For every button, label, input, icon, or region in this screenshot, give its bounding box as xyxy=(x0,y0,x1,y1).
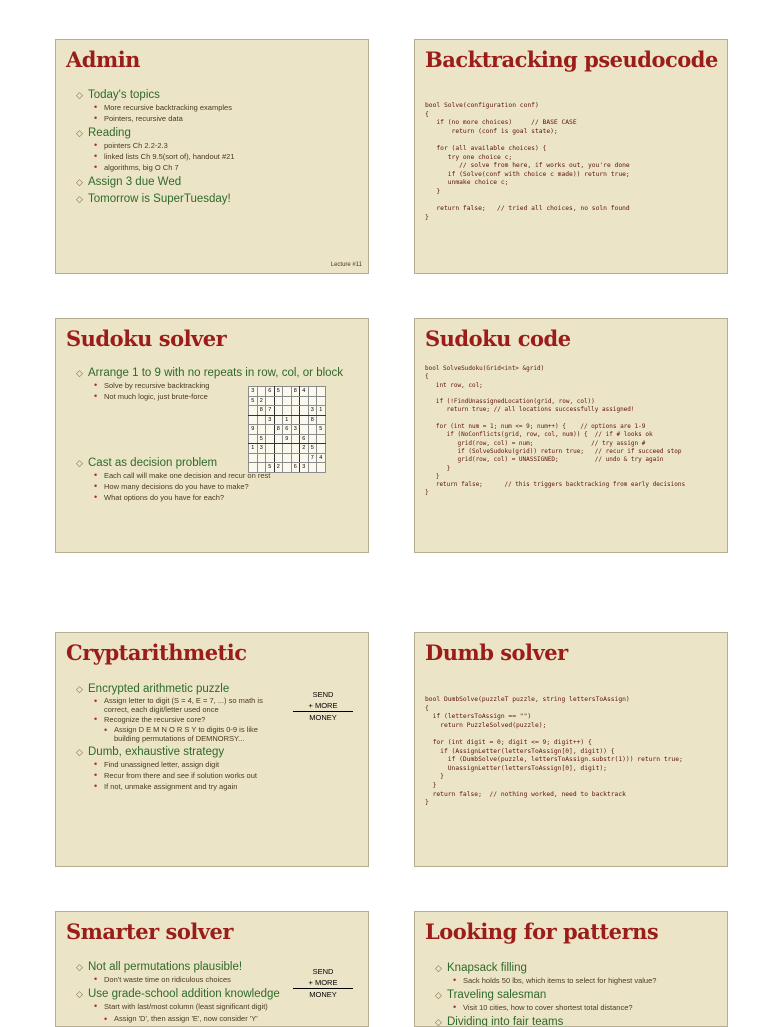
sub-bullet: • If not, unmake assignment and try again xyxy=(88,781,284,792)
bullet-text: Assign 3 due Wed xyxy=(88,176,182,188)
bullet-item xyxy=(76,987,284,1024)
sudoku-cell xyxy=(291,444,300,454)
bullet-item xyxy=(76,960,284,985)
sudoku-cell: 2 xyxy=(257,396,266,406)
sudoku-cell xyxy=(300,425,309,435)
sudoku-cell: 3 xyxy=(291,425,300,435)
slide-title: Smarter solver xyxy=(66,919,233,944)
sudoku-cell xyxy=(317,434,326,444)
sudoku-cell xyxy=(317,444,326,454)
bullet-text: Encrypted arithmetic puzzle xyxy=(88,683,230,695)
sudoku-cell xyxy=(300,406,309,416)
sum-addend-1: SEND xyxy=(312,690,334,699)
slide-dumb-solver xyxy=(414,632,728,867)
sudoku-cell: 5 xyxy=(317,425,326,435)
sub-sub-bullet: • Assign 'D', then assign 'E', now consider 'Y' xyxy=(88,1014,284,1024)
sum-addend-1: SEND xyxy=(312,967,334,976)
slide-title: Sudoku solver xyxy=(66,326,227,351)
sub-bullet: • Find unassigned letter, assign digit xyxy=(88,759,284,770)
slide-backtracking xyxy=(414,39,728,274)
slide-title: Admin xyxy=(66,47,140,72)
bullet-item xyxy=(76,192,360,206)
sudoku-cell: 4 xyxy=(300,387,309,397)
sub-bullet: • Visit 10 cities, how to cover shortest total distance? xyxy=(447,1002,719,1013)
bullet-text: Tomorrow is SuperTuesday! xyxy=(88,193,231,205)
sudoku-cell xyxy=(266,434,275,444)
sudoku-cell xyxy=(308,434,317,444)
bullet-item xyxy=(435,988,719,1013)
bullet-text: Reading xyxy=(88,127,131,139)
sudoku-cell: 5 xyxy=(257,434,266,444)
sudoku-cell: 3 xyxy=(257,444,266,454)
slide-smarter-solver xyxy=(55,911,369,1027)
sum-result: MONEY xyxy=(309,990,337,999)
bullet-item xyxy=(435,1015,719,1027)
sudoku-cell xyxy=(274,415,283,425)
bullet-text: Cast as decision problem xyxy=(88,457,218,469)
sudoku-row xyxy=(249,387,326,397)
bullet-list xyxy=(435,961,719,1027)
bullet-item xyxy=(76,682,284,743)
bullet-item xyxy=(76,88,360,124)
sub-bullet: • More recursive backtracking examples xyxy=(88,102,360,113)
bullet-item xyxy=(76,175,360,189)
sudoku-cell xyxy=(283,444,292,454)
slide-title: Looking for patterns xyxy=(425,919,659,944)
sudoku-cell xyxy=(274,406,283,416)
sudoku-cell: 3 xyxy=(308,406,317,416)
bullet-text: Dividing into fair teams xyxy=(447,1016,564,1027)
slide-sudoku-code xyxy=(414,318,728,553)
sudoku-cell: 5 xyxy=(308,444,317,454)
sudoku-cell: 6 xyxy=(291,463,300,473)
sudoku-cell xyxy=(249,415,258,425)
sudoku-row xyxy=(249,425,326,435)
sub-bullet xyxy=(88,714,284,743)
slide-title: Cryptarithmetic xyxy=(66,640,247,665)
sudoku-cell xyxy=(266,425,275,435)
sub-bullet: • Not much logic, just brute-force xyxy=(88,391,360,402)
sudoku-cell xyxy=(283,406,292,416)
sudoku-row xyxy=(249,396,326,406)
sudoku-cell xyxy=(274,396,283,406)
sub-bullet: • Sack holds 50 lbs, which items to select for highest value? xyxy=(447,975,719,986)
sub-bullet: • What options do you have for each? xyxy=(88,492,360,503)
sudoku-cell: 3 xyxy=(249,387,258,397)
bullet-text: Knapsack filling xyxy=(447,962,527,974)
sub-bullet: • Start with last/most column (least significant digit) xyxy=(88,1001,284,1012)
slide-looking-for-patterns xyxy=(414,911,728,1027)
sudoku-cell xyxy=(283,387,292,397)
sub-bullet: • Recur from there and see if solution works out xyxy=(88,770,284,781)
sudoku-row xyxy=(249,434,326,444)
slide-title: Sudoku code xyxy=(425,326,571,351)
sudoku-cell: 3 xyxy=(266,415,275,425)
sudoku-cell: 2 xyxy=(274,463,283,473)
sudoku-cell xyxy=(257,387,266,397)
sudoku-cell: 2 xyxy=(300,444,309,454)
sudoku-cell xyxy=(308,387,317,397)
sudoku-cell: 6 xyxy=(283,425,292,435)
sudoku-cell: 8 xyxy=(257,406,266,416)
bullet-list xyxy=(76,682,284,794)
bullet-text: Not all permutations plausible! xyxy=(88,961,243,973)
sudoku-cell xyxy=(266,396,275,406)
sum-addend-2: + MORE xyxy=(308,701,338,710)
bullet-list xyxy=(76,88,360,206)
sudoku-cell xyxy=(283,396,292,406)
sudoku-cell: 7 xyxy=(308,453,317,463)
sudoku-row xyxy=(249,444,326,454)
sub-bullet: • Assign letter to digit (S = 4, E = 7, ...) so math is correct, each digit/letter used once xyxy=(88,696,284,714)
sub-bullet-text: Recognize the recursive core? xyxy=(104,715,206,724)
sudoku-cell: 5 xyxy=(266,463,275,473)
sudoku-cell xyxy=(274,434,283,444)
sudoku-cell xyxy=(249,406,258,416)
sudoku-cell xyxy=(308,396,317,406)
sudoku-cell xyxy=(300,396,309,406)
sudoku-cell: 1 xyxy=(317,406,326,416)
sudoku-cell: 4 xyxy=(317,453,326,463)
sudoku-cell xyxy=(291,415,300,425)
sudoku-cell xyxy=(257,415,266,425)
sudoku-cell: 1 xyxy=(249,444,258,454)
slide-cryptarithmetic xyxy=(55,632,369,867)
bullet-item xyxy=(76,745,284,792)
sub-bullet: • linked lists Ch 9.5(sort of), handout #21 xyxy=(88,151,360,162)
sudoku-cell: 6 xyxy=(266,387,275,397)
sudoku-cell: 5 xyxy=(249,396,258,406)
sudoku-cell xyxy=(291,406,300,416)
slide-sudoku-solver xyxy=(55,318,369,553)
sudoku-cell xyxy=(317,387,326,397)
bullet-text: Dumb, exhaustive strategy xyxy=(88,746,225,758)
sudoku-cell: 6 xyxy=(300,434,309,444)
bullet-item xyxy=(76,456,360,503)
bullet-list xyxy=(76,456,360,505)
sudoku-cell: 8 xyxy=(291,387,300,397)
sudoku-cell xyxy=(249,434,258,444)
bullet-item xyxy=(435,961,719,986)
sudoku-cell: 3 xyxy=(300,463,309,473)
sudoku-cell xyxy=(291,434,300,444)
code-block: bool SolveSudoku(Grid<int> &grid) { int row, col; if (!FindUnassignedLocation(grid, row, col)) return true; // all locations successfully assigned! for (int num = 1; num <= 9; num++) { // options are 1-9 if (NoConflicts(grid, row, col, num)) { // if # looks ok grid(row, col) = num; // try assign # if (SolveSudoku(grid)) return true; // recur if succeed stop grid(row, col) = UNASSIGNED; // undo & try again } } return false; // this triggers backtracking from early decisions } xyxy=(425,365,686,497)
sudoku-cell xyxy=(257,425,266,435)
bullet-item xyxy=(76,126,360,173)
sub-bullet: • pointers Ch 2.2-2.3 xyxy=(88,140,360,151)
sudoku-row xyxy=(249,406,326,416)
sudoku-cell xyxy=(266,444,275,454)
sudoku-cell: 9 xyxy=(283,434,292,444)
sudoku-cell: 8 xyxy=(274,425,283,435)
bullet-text: Use grade-school addition knowledge xyxy=(88,988,280,1000)
code-block: bool Solve(configuration conf) { if (no more choices) // BASE CASE return (conf is goal state); for (all available choices) { try one choice c; // solve from here, if works out, you're done if (Solve(conf with choice c made)) return true; unmake choice c; } return false; // tried all choices, no soln found } xyxy=(425,102,630,221)
slide-title: Dumb solver xyxy=(425,640,568,665)
code-block: bool DumbSolve(puzzleT puzzle, string lettersToAssign) { if (lettersToAssign == "") return PuzzleSolved(puzzle); for (int digit = 0; digit <= 9; digit++) { if (AssignLetter(lettersToAssign[0], digit)) { if (DumbSolve(puzzle, lettersToAssign.substr(1))) return true; UnassignLetter(lettersToAssign[0], digit); } } return false; // nothing worked, need to backtrack } xyxy=(425,696,683,807)
sub-bullet: • Each call will make one decision and recur on rest xyxy=(88,470,360,481)
sudoku-cell: 7 xyxy=(266,406,275,416)
sub-bullet: • algorithms, big O Ch 7 xyxy=(88,162,360,173)
lecture-number: Lecture #11 xyxy=(330,262,362,268)
slide-admin xyxy=(55,39,369,274)
sum-addend-2: + MORE xyxy=(308,978,338,987)
bullet-text: Today's topics xyxy=(88,89,160,101)
sub-sub-bullet: • Assign D E M N O R S Y to digits 0-9 is like building permutations of DEMNORSY... xyxy=(88,725,284,743)
sub-bullet: • Solve by recursive backtracking xyxy=(88,380,360,391)
sudoku-cell: 5 xyxy=(274,387,283,397)
sudoku-cell xyxy=(308,425,317,435)
bullet-list xyxy=(76,960,284,1024)
sub-bullet: • Don't waste time on ridiculous choices xyxy=(88,974,284,985)
sudoku-cell: 1 xyxy=(283,415,292,425)
bullet-text: Traveling salesman xyxy=(447,989,547,1001)
sudoku-cell xyxy=(317,415,326,425)
sub-bullet: • Pointers, recursive data xyxy=(88,113,360,124)
sudoku-cell xyxy=(317,396,326,406)
slide-title: Backtracking pseudocode xyxy=(425,47,718,72)
send-more-money-sum xyxy=(303,966,343,1000)
sudoku-row xyxy=(249,415,326,425)
sudoku-cell xyxy=(274,444,283,454)
sudoku-cell: 8 xyxy=(308,415,317,425)
sudoku-cell xyxy=(300,415,309,425)
send-more-money-sum xyxy=(303,689,343,723)
sudoku-cell: 9 xyxy=(249,425,258,435)
sum-result: MONEY xyxy=(309,713,337,722)
bullet-text: Arrange 1 to 9 with no repeats in row, col, or block xyxy=(88,367,344,379)
sudoku-cell xyxy=(291,396,300,406)
sub-bullet: • How many decisions do you have to make? xyxy=(88,481,360,492)
